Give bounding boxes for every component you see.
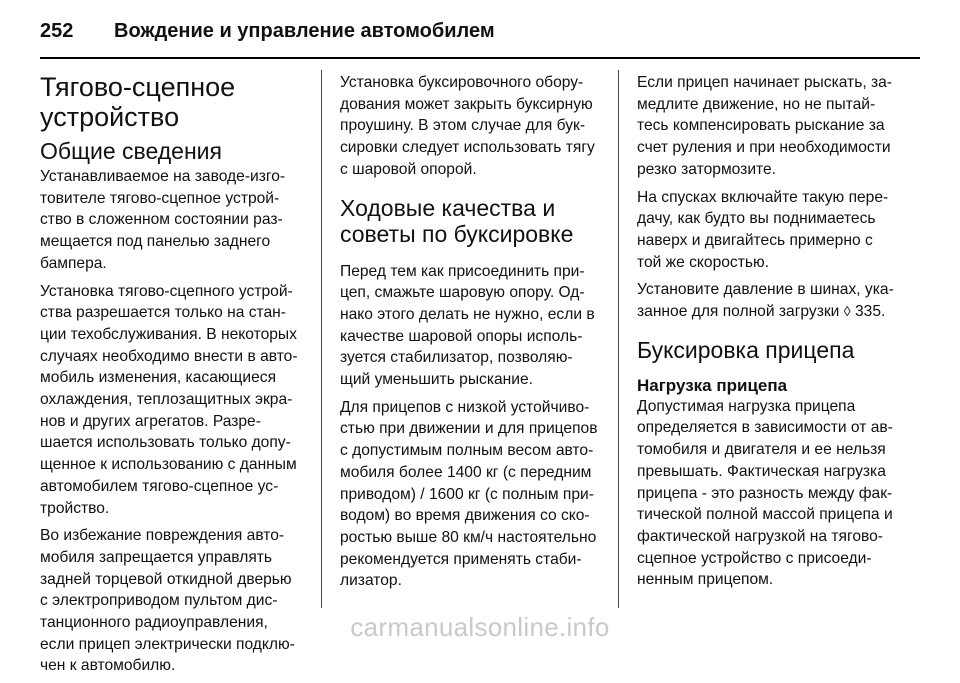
paragraph: Если прицеп начинает рыскать, за- медлите движение, но не пытай- тесь компенсировать рыскание за счет руления и при необходимости резко затормозите. <box>637 74 893 178</box>
column-divider <box>321 70 322 608</box>
page-number: 252 <box>40 20 74 42</box>
subsection-title-driving-tips: Ходовые качества и советы по буксировке <box>340 194 574 247</box>
column-divider <box>618 70 619 608</box>
column-3 <box>637 72 920 597</box>
running-title: Вождение и управление автомобилем <box>114 20 495 42</box>
paragraph: Перед тем как присоединить при- цеп, смажьте шаровую опору. Од- нако этого делать не нужно, если в качестве шаровой опоры исполь- зуется стабилизатор, позволяю- щий уменьшить рыскание. <box>340 262 595 389</box>
paragraph-text: Установите давление в шинах, ука- занное для полной загрузки <box>637 281 894 321</box>
watermark: carmanualsonline.info <box>350 612 610 642</box>
section-title-towing: Буксировка прицепа <box>637 336 855 363</box>
column-2 <box>340 72 605 598</box>
paragraph: Установка тягово-сцепного устрой- ства разрешается только на стан- ции техобслуживания. В некоторых случаях необходимо внести в авто- мобиль изменения, касающиеся охлаждения, теплозащитных экра- нов и других агрегатов. Разре- шается использовать только допу- щенное к использованию с данным автомобилем тягово-сцепное ус- тройство. <box>40 282 298 517</box>
paragraph: На спусках включайте такую пере- дачу, как будто вы поднимаетесь наверх и двигайтесь примерно с той же скоростью. <box>637 188 889 271</box>
header-rule <box>40 57 920 59</box>
paragraph-tire-pressure <box>637 279 920 322</box>
subsection-title-general: Общие сведения <box>40 138 222 164</box>
page-reference-arrow-icon: ◊ <box>843 303 851 320</box>
section-title-tow-hitch: Тягово-сцепное устройство <box>40 72 236 132</box>
paragraph: Во избежание повреждения авто- мобиля запрещается управлять задней торцевой откидной дверью с электроприводом пультом дис- танционного радиоуправления, если прицеп электрически подклю- чен к автомобилю. <box>40 527 295 675</box>
page-reference-link[interactable]: 335. <box>850 303 886 321</box>
page-header <box>40 10 920 50</box>
paragraph: Допустимая нагрузка прицепа определяется в зависимости от ав- томобиля и двигателя и ее нельзя превышать. Фактическая нагрузка прицепа - это разность между фак- тической полной массой прицепа и фактической нагрузкой на тягово- сцепное устройство с присоеди- ненным прицепом. <box>637 397 893 589</box>
paragraph: Для прицепов с низкой устойчиво- стью при движении и для прицепов с допустимым полным весом авто- мобиля более 1400 кг (с передним приводом) / 1600 кг (с полным при- водом) во время движения со ско- ростью выше 80 км/ч настоятельно рекомендуется применять стаби- лизатор. <box>340 398 598 590</box>
paragraph: Установка буксировочного обору- дования может закрыть буксирную проушину. В этом случае для бук- сировки следует использовать тягу с шаровой опорой. <box>340 74 595 178</box>
subsection-title-trailer-load: Нагрузка прицепа <box>637 375 788 395</box>
column-1 <box>40 72 315 683</box>
paragraph: Устанавливаемое на заводе-изго- товителе тягово-сцепное устрой- ство в сложенном состоянии раз- мещается под панелью заднего бампера. <box>40 168 286 272</box>
